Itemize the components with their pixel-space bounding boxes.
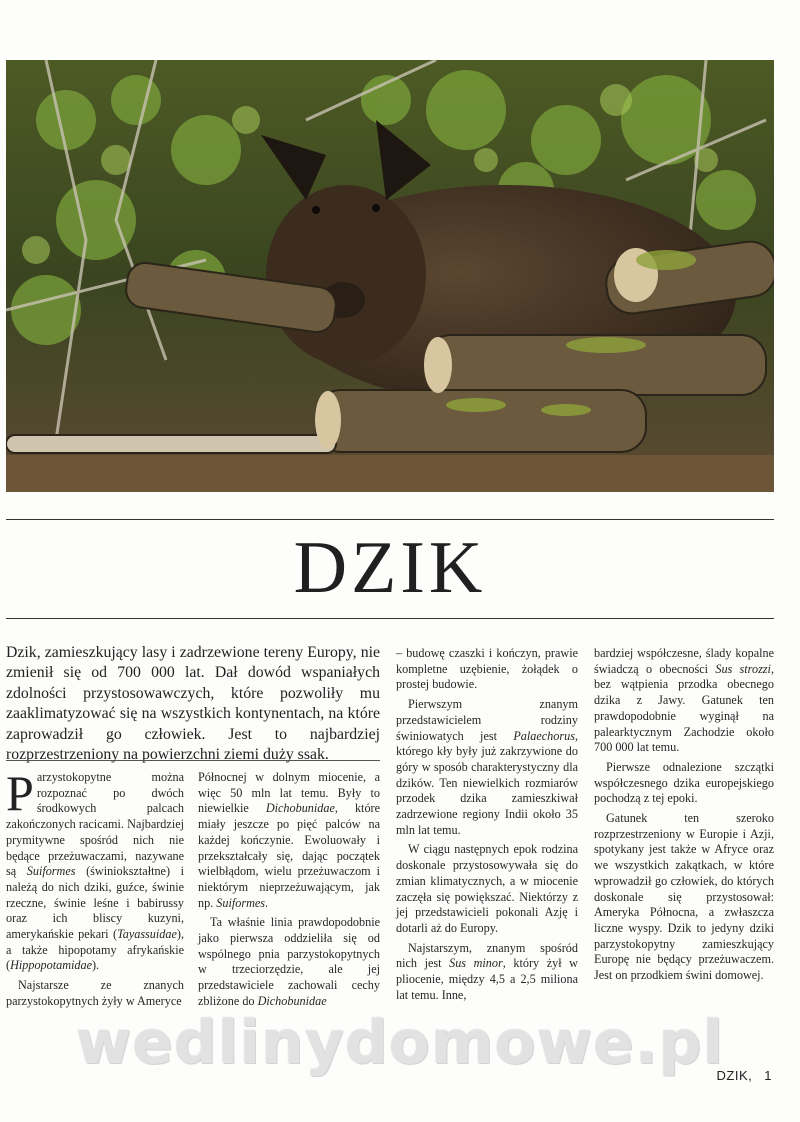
paragraph: – budowę czaszki i kończyn, prawie kompletne uzębienie, żołądek o prostej budowie. xyxy=(396,646,578,692)
running-head: DZIK, xyxy=(716,1068,753,1083)
paragraph xyxy=(198,770,380,911)
watermark: wedlinydomowe.pl xyxy=(75,1008,725,1078)
text-column-4 xyxy=(594,646,774,988)
paragraph: Gatunek ten szeroko rozprzestrzeniony w Europie i Azji, spotykany jest także w Afryce oraz we wszystkich zakątkach, w które wprowadził go człowiek, do których doskonale się przystosował: Ameryka Północna, a zwłaszcza liczne wyspy. Dzik to jedyny dziki parzystokopytny zamieszkujący Europę nie będący przeżuwaczem. Jest on przodkiem świni domowej. xyxy=(594,811,774,983)
text: , bez wątpienia przodka obecnego dzika z Jawy. Gatunek ten prawdopodobnie wyginął na palearktycznym Zachodzie około 700 000 lat temu. xyxy=(594,661,774,755)
paragraph: W ciągu następnych epok rodzina doskonale przystosowywała się do zmian klimatycznych, a w miocenie zaczęła się powiększać. Niektórzy z jej przedstawicieli pokonali Azję i dotarli aż do Europy. xyxy=(396,842,578,935)
page-number: 1 xyxy=(764,1068,772,1083)
title-top-rule xyxy=(6,519,774,520)
paragraph xyxy=(594,646,774,756)
latin-term: Palaechorus xyxy=(513,728,575,743)
text: bardziej współczesne, ślady kopalne świadczą o obecności xyxy=(594,646,774,676)
text: , które miały jeszcze po pięć palców na każdej kończynie. Ewoluowały i przekształcały się, dając początek wielbłądom, wielu przeżuwaczom i niektórym nieprzeżuwającym, jak np. xyxy=(198,801,381,910)
paragraph xyxy=(396,697,578,838)
title-bottom-rule xyxy=(6,618,774,619)
latin-term: Sus minor xyxy=(449,956,503,971)
intro-rule xyxy=(6,760,380,761)
text-column-3 xyxy=(396,646,578,1007)
intro-paragraph xyxy=(6,643,380,765)
text: , który żył w pliocenie, między 4,5 a 2,5 miliona lat temu. Inne, xyxy=(396,956,578,1002)
text: Pierwszym znanym przedstawicielem rodziny świniowatych jest xyxy=(396,697,578,743)
latin-term: Suiformes xyxy=(26,864,76,879)
text-column-2 xyxy=(198,770,380,1014)
text: Północnej w dolnym miocenie, a więc 50 mln lat temu. Były to niewielkie xyxy=(198,770,380,816)
text: ). xyxy=(91,958,100,973)
text: (świniokształtne) i należą do nich dziki, guźce, świnie rzeczne, świnie leśne i babirussy oraz ich bliscy kuzyni, amerykańskie pekari ( xyxy=(6,864,185,942)
text: Najstarszym, znanym spośród nich jest xyxy=(396,940,578,971)
page-footer xyxy=(717,1068,772,1083)
text: , którego kły były już zakrzywione do góry w sposób charakterystyczny dla dzików. Ten niewielkich rozmiarów przodek dzika zamieszkiwał zadrzewione regiony Indii około 35 mln lat temu. xyxy=(396,728,578,837)
paragraph xyxy=(198,915,380,1009)
latin-term: Dichobunidae xyxy=(257,993,327,1008)
wild-boar-photo xyxy=(6,60,774,492)
intro-text: Dzik, zamieszkujący lasy i zadrzewione tereny Europy, nie zmienił się od 700 000 lat. Dał dowód wspaniałych zdolności przystosowawczych, które pozwoliły mu zaaklimatyzować się na wszystkich kontynentach, na które zaprowadził go człowiek. Jest to najbardziej rozprzestrzeniony na powierzchni ziemi duży ssak. xyxy=(6,644,380,764)
paragraph: Najstarsze ze znanych parzystokopytnych żyły w Ameryce xyxy=(6,978,184,1008)
drop-cap: P xyxy=(6,765,34,821)
latin-term: Dichobunidae xyxy=(265,801,335,816)
latin-term: Hippopotamidae xyxy=(10,958,92,973)
text: arzystokopytne można rozpoznać po dwóch środkowych palcach zakończonych racicami. Najbardziej prymitywne spośród nich nie będące przeżuwaczami, nazywane są xyxy=(6,770,184,879)
paragraph: Pierwsze odnalezione szczątki współczesnego dzika europejskiego pochodzą z tej epoki. xyxy=(594,759,774,806)
page-title: DZIK xyxy=(293,527,487,609)
paragraph xyxy=(396,941,578,1004)
latin-term: Suiformes xyxy=(216,895,266,910)
text: Ta właśnie linia prawdopodobnie jako pierwsza oddzieliła się od wspólnego pnia parzystokopytnych w trzeciorzędzie, ale jej przedstawiciele zachowali cechy zbliżone do xyxy=(198,915,380,1008)
latin-term: Sus strozzi xyxy=(715,661,771,676)
paragraph xyxy=(6,765,185,974)
latin-term: Tayassuidae xyxy=(117,927,177,942)
text: ), a także hipopotamy afrykańskie ( xyxy=(6,927,184,973)
text: . xyxy=(265,895,269,910)
text-column-1 xyxy=(6,765,185,1014)
